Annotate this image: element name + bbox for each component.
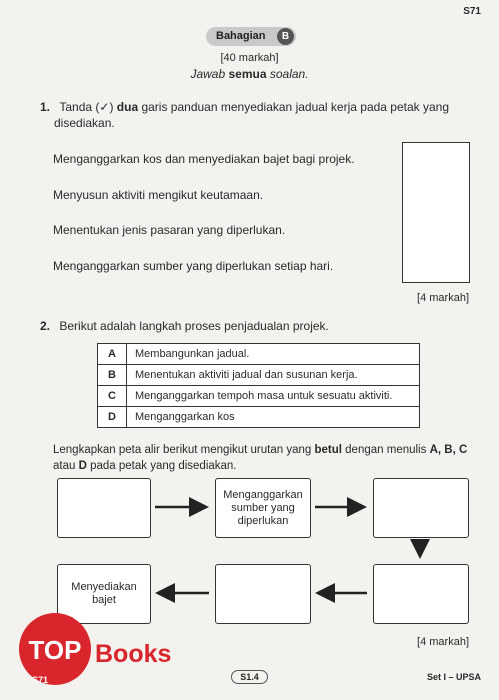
section-letter: B [277,28,294,45]
question-2-number: 2. [40,319,51,333]
step-key: A [98,344,127,365]
logo-graphic [10,607,175,687]
flow-box-given-1: Menganggarkan sumber yang diperlukan [215,478,311,538]
instruction-prefix: Jawab [190,67,229,81]
question-1-line2: disediakan. [54,116,115,130]
instruction-bold: semua [228,67,267,81]
flow-box-given-2: Menyediakan bajet [57,564,151,624]
step-key: B [98,365,127,386]
q1-statement-4: Menganggarkan sumber yang diperlukan setiap hari. [53,259,334,273]
flow-instr-a: Lengkapkan peta alir berikut mengikut urutan yang [53,444,315,456]
question-2-text: Berikut adalah langkah proses penjadualan projek. [59,319,329,333]
flow-instr-line2-b: pada petak yang disediakan. [86,460,237,472]
question-1-line1-a: Tanda (✓) [59,100,117,114]
q2-marks: [4 markah] [417,636,469,648]
q1-statement-3: Menentukan jenis pasaran yang diperlukan. [53,223,286,237]
logo-code-text: S71 [32,675,49,685]
page-code: S71 [463,6,481,17]
page-number-label: S1.4 [231,670,268,684]
flow-instr-line2-a: atau [53,460,79,472]
step-key: C [98,386,127,407]
section-total-marks: [40 markah] [220,52,279,64]
step-desc: Menentukan aktiviti jadual dan susunan kerja. [127,365,420,386]
flow-instr-line2-letter: D [78,460,87,472]
step-desc: Menganggarkan kos [127,407,420,428]
section-label: Bahagian [216,30,266,42]
flow-instr-bold: betul [314,444,342,456]
question-1-number: 1. [40,100,51,114]
logo-top-text: TOP [28,635,82,665]
q1-statement-2: Menyusun aktiviti mengikut keutamaan. [53,188,264,202]
step-desc: Menganggarkan tempoh masa untuk sesuatu aktiviti. [127,386,420,407]
step-desc: Membangunkan jadual. [127,344,420,365]
topbooks-logo [10,607,175,687]
step-key: D [98,407,127,428]
instruction-suffix: soalan. [266,67,309,81]
q1-marks: [4 markah] [417,292,469,304]
q1-statement-1: Menganggarkan kos dan menyediakan bajet bagi projek. [53,152,355,166]
question-1-line1-b: garis panduan menyediakan jadual kerja pada petak yang [138,100,450,114]
flow-instr-b: dengan menulis [341,444,430,456]
question-1-line1-bold: dua [116,100,139,114]
logo-books-text: Books [95,640,172,668]
flow-instr-letters: A, B, C [429,444,468,456]
set-label: Set I – UPSA [426,672,481,682]
